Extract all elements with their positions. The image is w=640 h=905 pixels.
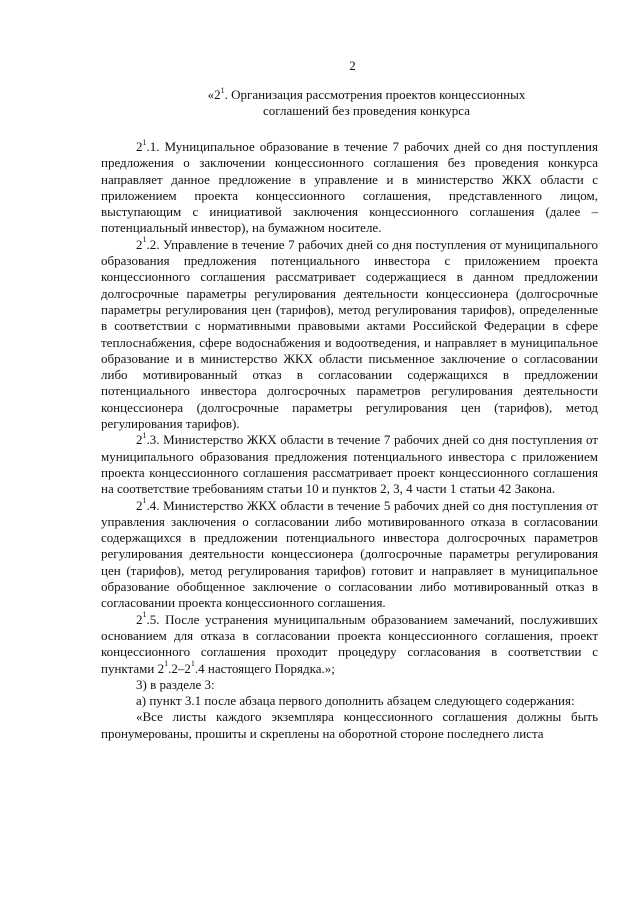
clause-number: 2 [136,139,143,154]
clause-number: 2 [136,611,143,627]
section-heading-line-1 [135,87,598,103]
paragraph-2-1-5 [101,612,598,677]
page-number: 2 [349,58,356,73]
paragraph-2-1-4 [101,498,598,612]
reference-superscript: 1 [190,659,195,669]
clause-superscript: 1 [142,496,147,506]
paragraph-text: .1. Муниципальное образование в течение 7 рабочих дней со дня поступления предложения о заключении концессионного соглашения без проведения конкурса направляет данное предложение в управление и в министерство ЖКХ области с приложением проекта концессионного соглашения, представленного лицом, выступающим с инициативой заключения концессионного соглашения (далее – потенциальный инвестор), на бумажном носителе. [101,139,598,236]
paragraph-text-end: .4 настоящего Порядка.»; [194,660,335,676]
reference-superscript: 1 [164,659,169,669]
heading-superscript: 1 [220,85,225,95]
clause-superscript: 1 [142,235,147,245]
section-heading [101,87,598,119]
section-heading-line-2: соглашений без проведения конкурса [263,103,470,118]
clause-superscript: 1 [142,137,147,147]
heading-number: 2 [214,87,221,102]
paragraph-text: .3. Министерство ЖКХ области в течение 7 рабочих дней со дня поступления от муниципального образования предложения потенциального инвестора с приложением проекта концессионного соглашения рассматривает проект концессионного соглашения на соответствие требованиям статьи 10 и пунктов 2, 3, 4 части 1 статьи 42 Закона. [101,432,598,497]
paragraph-text: .2. Управление в течение 7 рабочих дней со дня поступления от муниципального образования предложения потенциального инвестора с приложением проекта концессионного соглашения рассматривает содержащиеся в данном предложении долгосрочные параметры регулирования деятельности концессионера (долгосрочные параметры регулирования цен (тарифов), метод регулирования тарифов), определенные в соответствии с нормативными правовыми актами Российской Федерации в сфере теплоснабжения, сфере водоснабжения и водоотведения, и направляет в муниципальное образование и в министерство ЖКХ области письменное заключение о согласовании либо мотивированный отказ в согласовании содержащихся в предложении потенциального инвестора долгосрочных параметров регулирования деятельности концессионера (долгосрочные параметры регулирования цен (тарифов), метод регулирования тарифов). [101,236,598,432]
paragraph-2-1-1 [101,139,598,237]
heading-text: . Организация рассмотрения проектов концессионных [224,87,526,102]
clause-number: 2 [136,497,143,513]
item-3: 3) в разделе 3: [136,676,215,692]
paragraph-2-1-3 [101,432,598,497]
reference-range: .2–2 [168,660,191,676]
clause-number: 2 [136,236,143,252]
clause-number: 2 [136,432,143,448]
paragraph-2-1-2 [101,237,598,433]
paragraph-text: .4. Министерство ЖКХ области в течение 5 рабочих дней со дня поступления от управления заключения о согласовании либо мотивированного отказа в согласовании содержащихся в предложении потенциального инвестора долгосрочных параметров регулирования деятельности концессионера (долгосрочные параметры регулирования цен (тарифов), метод регулирования тарифов) готовит и направляет в муниципальное образование обобщенное заключение о согласовании либо мотивированный отказ в согласовании проекта концессионного соглашения. [101,497,598,611]
paragraph-text: .5. После устранения муниципальным образованием замечаний, послуживших основанием для отказа в согласовании проекта концессионного соглашения, проект концессионного соглашения проходит процедуру согласования в соответствии с пунктами 2 [101,611,598,676]
clause-superscript: 1 [142,610,147,620]
clause-superscript: 1 [142,431,147,441]
heading-open-quote: « [207,87,215,102]
item-a: а) пункт 3.1 после абзаца первого дополнить абзацем следующего содержания: [136,693,575,709]
quoted-text-start: «Все листы каждого экземпляра концессионного соглашения должны быть пронумерованы, прошиты и скреплены на оборотной стороне последнего листа [101,709,598,741]
